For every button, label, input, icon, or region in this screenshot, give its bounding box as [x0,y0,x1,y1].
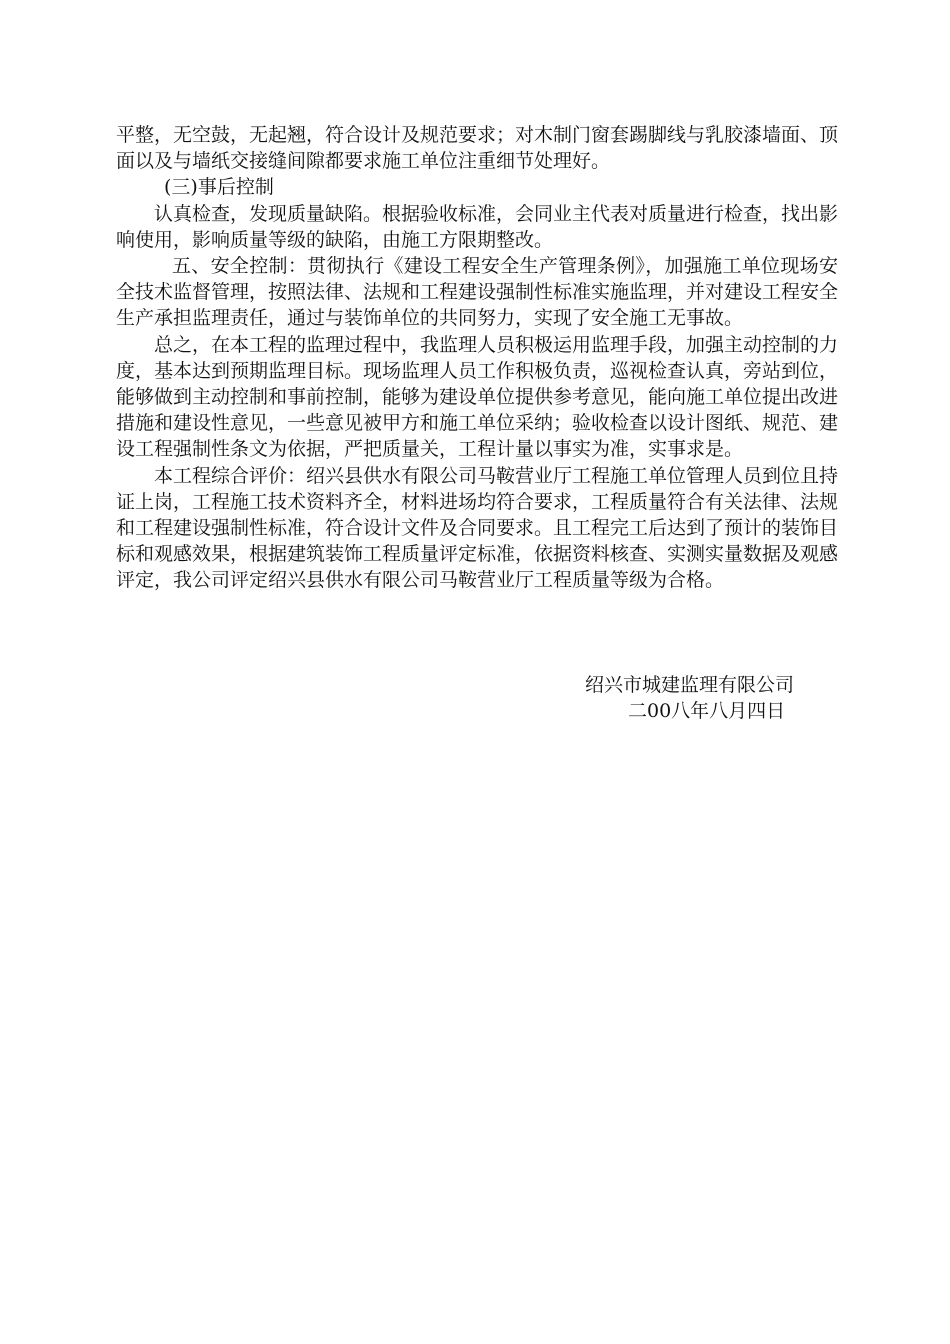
paragraph-summary: 总之，在本工程的监理过程中，我监理人员积极运用监理手段，加强主动控制的力度，基本达到预期监理目标。现场监理人员工作积极负责，巡视检查认真，旁站到位，能够做到主动控制和事前控制，能够为建设单位提供参考意见，能向施工单位提出改进措施和建设性意见，一些意见被甲方和施工单位采纳；验收检查以设计图纸、规范、建设工程强制性条文为依据，严把质量关，工程计量以事实为准，实事求是。 [116,333,839,461]
paragraph-overall-evaluation: 本工程综合评价：绍兴县供水有限公司马鞍营业厅工程施工单位管理人员到位且持证上岗，工程施工技术资料齐全，材料进场均符合要求，工程质量符合有关法律、法规和工程建设强制性标准，符合设计文件及合同要求。且工程完工后达到了预计的装饰目标和观感效果，根据建筑装饰工程质量评定标准，依据资料核查、实测实量数据及观感评定，我公司评定绍兴县供水有限公司马鞍营业厅工程质量等级为合格。 [116,464,839,592]
signature-company: 绍兴市城建监理有限公司 [585,674,795,696]
document-body [116,122,838,594]
paragraph-inspection: 认真检查，发现质量缺陷。根据验收标准，会同业主代表对质量进行检查，找出影响使用，影响质量等级的缺陷，由施工方限期整改。 [116,202,839,251]
paragraph-finish-quality: 平整，无空鼓，无起翘，符合设计及规范要求；对木制门窗套踢脚线与乳胶漆墙面、顶面以及与墙纸交接缝间隙都要求施工单位注重细节处理好。 [116,124,839,173]
section-heading-post-control: (三)事后控制 [164,176,274,199]
signature-date: 二00八年八月四日 [628,700,786,722]
paragraph-safety-control: 五、安全控制：贯彻执行《建设工程安全生产管理条例》，加强施工单位现场安全技术监督管理，按照法律、法规和工程建设强制性标准实施监理，并对建设工程安全生产承担监理责任，通过与装饰单位的共同努力，实现了安全施工无事故。 [116,255,839,330]
